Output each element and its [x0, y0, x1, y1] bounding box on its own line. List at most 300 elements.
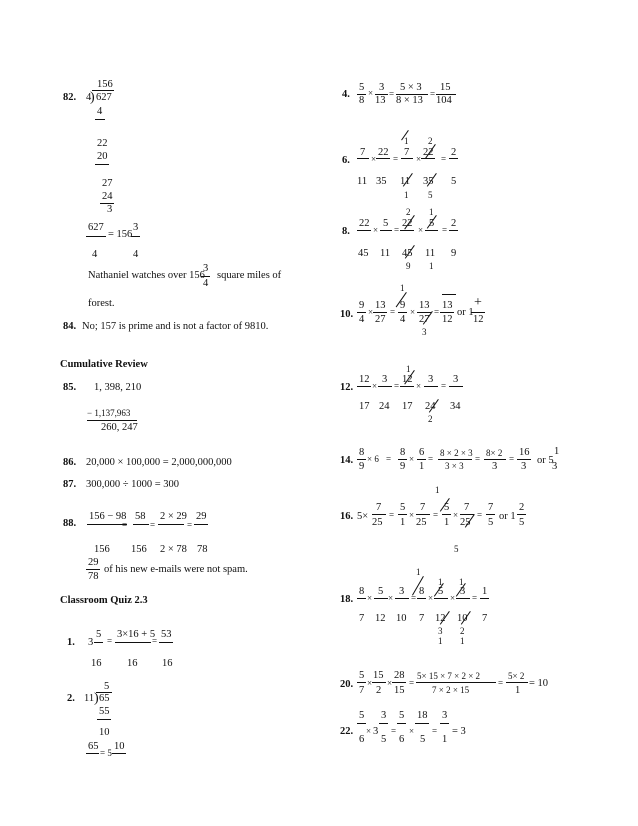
times-sign: × [409, 510, 415, 520]
numerator: 13 [419, 300, 430, 311]
fraction-bar [449, 386, 463, 387]
denominator: 1 [419, 461, 425, 472]
denominator: 9 [400, 461, 406, 472]
numerator: 9 [400, 300, 406, 311]
difference: 260, 247 [101, 422, 138, 433]
problem-number-20: 20. [340, 679, 354, 690]
times-sign: × [368, 88, 374, 98]
cancel-value: 1 [429, 207, 434, 217]
fraction-bar [159, 642, 173, 643]
equals-sign: = [434, 307, 440, 317]
denominator: 13 [375, 95, 386, 106]
cancel-value: 3 [422, 327, 427, 337]
fraction-bar [376, 158, 390, 159]
fraction-bar [373, 312, 387, 313]
remainder: 10 [99, 727, 110, 738]
fraction-bar [471, 312, 485, 313]
plus-sign: + [474, 295, 482, 310]
fraction-bar [421, 158, 435, 159]
whole-number: 3 [373, 726, 379, 737]
fraction-denominator: 16 [162, 658, 173, 669]
equals-sign: = [475, 454, 481, 464]
subtraction-step: 20 [97, 151, 108, 162]
numerator: 12 [402, 374, 413, 385]
times-sign: × [428, 593, 434, 603]
denominator: 104 [436, 95, 452, 106]
fraction-numerator: 53 [161, 629, 172, 640]
divisor: 11 [84, 693, 95, 704]
cancel-value: 5 [454, 544, 459, 554]
fraction-bar [86, 753, 99, 754]
denominator: 9 [451, 248, 457, 259]
result: = 10 [529, 678, 549, 689]
equals-sign: = [187, 520, 193, 530]
answer-text: No; 157 is prime and is not a factor of 9810. [82, 321, 269, 332]
times-sign: × [416, 154, 422, 164]
fraction-bar [133, 524, 149, 525]
cancel-value: 1 [406, 364, 411, 374]
mixed-number: = 5 [100, 748, 112, 758]
fraction-bar [415, 723, 429, 724]
denominator: 5 [420, 734, 426, 745]
denominator: 12 [442, 314, 453, 325]
section-heading: Classroom Quiz 2.3 [60, 595, 148, 606]
mixed-number: or 1 [499, 511, 516, 522]
subtraction-line [95, 119, 105, 120]
equals-sign: = [433, 510, 439, 520]
denominator: 24 [425, 401, 436, 412]
numerator: 18 [417, 710, 428, 721]
numerator: 7 [360, 147, 366, 158]
fraction-numerator: 3 [203, 263, 209, 274]
equals-sign: = [152, 636, 158, 646]
denominator: 5 [451, 176, 457, 187]
times-sign: × [450, 593, 456, 603]
times-sign: × [453, 510, 459, 520]
cancel-value: 2 [460, 626, 465, 636]
fraction-bar [416, 514, 430, 515]
fraction-bar [416, 682, 496, 683]
cancel-value: 1 [404, 136, 409, 146]
fraction-bar [392, 682, 406, 683]
numerator: 9 [359, 300, 365, 311]
problem-number-82: 82. [63, 92, 77, 103]
denominator: 8 × 13 [396, 95, 423, 106]
cancel-value: 5 [428, 190, 433, 200]
numerator: 1 [554, 446, 560, 457]
denominator: 4 [359, 314, 365, 325]
subtraction-step: 24 [102, 191, 113, 202]
fraction-denominator: 156 [131, 544, 147, 555]
problem-number-85: 85. [63, 382, 77, 393]
numerator: 5 [359, 82, 365, 93]
mixed-number: or 5 [537, 455, 554, 466]
numerator: 5 × 3 [400, 82, 422, 93]
subtrahend: − 1,137,963 [87, 408, 131, 418]
cancel-value: 2 [406, 207, 411, 217]
fraction-bar [440, 312, 454, 313]
problem-number-10: 10. [340, 309, 354, 320]
fraction-bar [398, 514, 407, 515]
cancel-value: 1 [429, 261, 434, 271]
fraction-bar [486, 514, 495, 515]
fraction-bar [400, 230, 414, 231]
fraction-bar [380, 230, 392, 231]
dividend: 627 [96, 92, 112, 103]
fraction-bar [357, 459, 366, 460]
answer-text: 20,000 × 100,000 = 2,000,000,000 [86, 457, 232, 468]
denominator: 1 [515, 685, 521, 696]
denominator: 11 [357, 176, 368, 187]
fraction-numerator: 65 [88, 741, 99, 752]
division-bracket: ) [94, 691, 99, 706]
fraction-denominator: 2 × 78 [160, 544, 187, 555]
denominator: 2 [376, 685, 382, 696]
cancel-value: 2 [428, 414, 433, 424]
subtraction-step: 27 [102, 178, 113, 189]
numerator: 3 [442, 710, 448, 721]
numerator: 7 [488, 502, 494, 513]
numerator: 3 [399, 586, 405, 597]
fraction-bar [398, 312, 407, 313]
numerator: 8 [359, 586, 365, 597]
problem-number-4: 4. [342, 89, 350, 100]
result: = 3 [452, 726, 466, 737]
equals-sign: = [386, 454, 392, 464]
cancel-value: 1 [416, 567, 421, 577]
fraction-bar [398, 459, 407, 460]
fraction-bar [357, 312, 366, 313]
equals-sign: = [150, 520, 156, 530]
problem-number-6: 6. [342, 155, 350, 166]
numerator: 5 [359, 710, 365, 721]
denominator: 11 [400, 176, 411, 187]
equals-sign: = [389, 89, 395, 99]
problem-number-8: 8. [342, 226, 350, 237]
denominator: 7 [359, 685, 365, 696]
fraction-bar [357, 386, 371, 387]
times-sign: × [416, 381, 422, 391]
equals-sign: = [390, 307, 396, 317]
cancel-value: 1 [438, 577, 443, 587]
numerator: 3 [381, 710, 387, 721]
fraction-numerator: 2 × 29 [160, 511, 187, 522]
fraction-bar [94, 642, 103, 643]
answer-text: 300,000 ÷ 1000 = 300 [86, 479, 180, 490]
fraction-bar [158, 524, 184, 525]
equals-sign: = [432, 726, 438, 736]
equals-sign: = [394, 225, 400, 235]
fraction-numerator: 10 [114, 741, 125, 752]
dividend: 65 [99, 693, 110, 704]
denominator: 35 [376, 176, 387, 187]
numerator: 15 [440, 82, 451, 93]
numerator: 5 [378, 586, 384, 597]
denominator: 7 [359, 613, 365, 624]
fraction-bar [115, 642, 151, 643]
denominator: 11 [380, 248, 391, 259]
cancel-value: 1 [400, 283, 405, 293]
equals-sign: = [409, 678, 415, 688]
divisor: 4 [86, 92, 92, 103]
equals-sign: = [428, 454, 434, 464]
fraction-denominator: 4 [203, 278, 209, 289]
denominator: 12 [473, 314, 484, 325]
denominator: 45 [358, 248, 369, 259]
fraction-bar [449, 158, 458, 159]
numerator: 8 [419, 586, 425, 597]
denominator: 24 [379, 401, 390, 412]
denominator: 10 [457, 613, 468, 624]
fraction-bar [379, 723, 388, 724]
fraction-bar [401, 158, 413, 159]
fraction-denominator: 78 [197, 544, 208, 555]
times-factor: × 6 [367, 454, 379, 464]
times-sign: × [368, 307, 374, 317]
denominator: 3 [492, 461, 498, 472]
times-sign: × [371, 154, 377, 164]
numerator: 22 [378, 147, 389, 158]
fraction-bar [357, 598, 366, 599]
cancel-value: 1 [435, 485, 440, 495]
fraction-bar [372, 682, 386, 683]
fraction-bar [87, 524, 127, 525]
numerator: 15 [373, 670, 384, 681]
denominator: 5 [381, 734, 387, 745]
numerator: 5 [383, 218, 389, 229]
problem-number-87: 87. [63, 479, 77, 490]
subtraction-step: 55 [99, 706, 110, 717]
answer-sentence: Nathaniel watches over 156 [88, 270, 205, 281]
fraction-numerator: 29 [88, 557, 99, 568]
fraction-denominator: 156 [94, 544, 110, 555]
times-sign: × [372, 381, 378, 391]
problem-number-14: 14. [340, 455, 354, 466]
fraction-bar [201, 276, 210, 277]
fraction-bar [417, 598, 426, 599]
fraction-bar [442, 514, 451, 515]
fraction-bar [357, 158, 369, 159]
denominator: 1 [442, 734, 448, 745]
numerator: 13 [375, 300, 386, 311]
denominator: 9 [359, 461, 365, 472]
fraction-bar [506, 682, 528, 683]
division-bar [92, 90, 114, 91]
fraction-bar [517, 514, 526, 515]
numerator: 22 [423, 147, 434, 158]
cancel-value: 1 [438, 636, 443, 646]
numerator: 8× 2 [486, 448, 503, 458]
denominator: 1 [444, 517, 450, 528]
numerator: 3 [379, 82, 385, 93]
numerator: 2 [519, 502, 525, 513]
numerator: 3 [453, 374, 459, 385]
right-column [320, 0, 638, 826]
quiz-number-2: 2. [67, 693, 75, 704]
denominator: 5 [488, 517, 494, 528]
fraction-bar [395, 598, 409, 599]
subtraction-step: 22 [97, 138, 108, 149]
subtraction-line [95, 164, 109, 165]
whole-factor: 5× [357, 511, 369, 522]
numerator: 7 [420, 502, 426, 513]
denominator: 7 [419, 613, 425, 624]
fraction-bar [194, 524, 208, 525]
denominator: 27 [375, 314, 386, 325]
subtraction-line [87, 420, 137, 421]
denominator: 6 [399, 734, 405, 745]
fraction-bar [425, 230, 438, 231]
denominator: 4 [400, 314, 406, 325]
subtraction-line [97, 719, 111, 720]
fraction-denominator: 16 [127, 658, 138, 669]
fraction-bar [112, 753, 126, 754]
numerator: 5 [400, 502, 406, 513]
equals-sign: = [107, 636, 113, 646]
fraction-bar [424, 386, 438, 387]
fraction-bar [397, 723, 406, 724]
fraction-numerator: 29 [196, 511, 207, 522]
denominator: 5 [519, 517, 525, 528]
times-sign: × [409, 726, 415, 736]
numerator: 12 [359, 374, 370, 385]
denominator: 3 × 3 [445, 461, 464, 471]
equals-sign: = [477, 510, 483, 520]
equals-sign: = [441, 154, 447, 164]
fraction-bar [449, 230, 458, 231]
times-sign: × [388, 593, 394, 603]
numerator: 28 [394, 670, 405, 681]
fraction-bar [372, 514, 386, 515]
fraction-bar [434, 598, 448, 599]
denominator: 11 [425, 248, 436, 259]
problem-number-88: 88. [63, 518, 77, 529]
times-sign: × [387, 678, 393, 688]
numerator: 3 [428, 374, 434, 385]
denominator: 8 [359, 95, 365, 106]
fraction-bar [517, 459, 531, 460]
equals-sign: = [394, 381, 400, 391]
fraction-bar [374, 598, 388, 599]
denominator: 12 [435, 613, 446, 624]
equals-sign: = [472, 593, 478, 603]
fraction-denominator: 78 [88, 571, 99, 582]
denominator: 17 [359, 401, 370, 412]
cancel-value: 1 [460, 636, 465, 646]
denominator: 25 [372, 517, 383, 528]
numerator: 3 [460, 586, 466, 597]
numerator: 5 [429, 218, 435, 229]
answer-sentence: of his new e-mails were not spam. [104, 564, 248, 575]
fraction-bar [86, 569, 100, 570]
fraction-denominator: 4 [92, 249, 98, 260]
mixed-number: or 1 [457, 307, 474, 318]
numerator: 6 [419, 447, 425, 458]
fraction-numerator: 156 − 98 [89, 511, 127, 522]
fraction-denominator: 4 [133, 249, 139, 260]
section-heading: Cumulative Review [60, 359, 148, 370]
numerator: 8 × 2 × 3 [440, 448, 473, 458]
cancel-value: 3 [438, 626, 443, 636]
numerator: 5 [444, 502, 450, 513]
denominator: 25 [460, 517, 471, 528]
times-sign: × [367, 593, 373, 603]
equals-sign: = [509, 454, 515, 464]
numerator: 7 [376, 502, 382, 513]
numerator: 16 [519, 447, 530, 458]
fraction-bar [456, 598, 470, 599]
times-sign: × [409, 454, 415, 464]
denominator: 7 [482, 613, 488, 624]
equals-sign: = [391, 726, 397, 736]
fraction-numerator: 5 [96, 629, 102, 640]
denominator: 1 [400, 517, 406, 528]
fraction-bar [417, 459, 426, 460]
quotient: 5 [104, 681, 110, 692]
answer-sentence: forest. [88, 298, 115, 309]
equals-sign: = [122, 520, 128, 530]
times-sign: × [410, 307, 416, 317]
division-bracket: ) [90, 90, 95, 105]
numerator: 5 [438, 586, 444, 597]
numerator: 22 [359, 218, 370, 229]
times-sign: × [418, 225, 424, 235]
denominator: 7 × 2 × 15 [432, 685, 470, 695]
denominator: 45 [402, 248, 413, 259]
fraction-numerator: 3×16 + 5 [117, 629, 156, 640]
fraction-bar [417, 312, 431, 313]
numerator: 13 [442, 300, 453, 311]
numerator: 5× 2 [508, 671, 525, 681]
quotient: 156 [97, 79, 113, 90]
fraction-bar [357, 230, 371, 231]
denominator: 10 [396, 613, 407, 624]
problem-number-22: 22. [340, 726, 354, 737]
mixed-number: = 156 [108, 229, 133, 240]
numerator: 22 [402, 218, 413, 229]
equals-sign: = [430, 89, 436, 99]
numerator: 5× 15 × 7 × 2 × 2 [417, 671, 481, 681]
denominator: 25 [416, 517, 427, 528]
fraction-bar [357, 723, 366, 724]
overline [442, 294, 456, 295]
denominator: 12 [375, 613, 386, 624]
times-sign: × [373, 225, 379, 235]
numerator: 2 [451, 218, 457, 229]
fraction-numerator: 3 [133, 222, 139, 233]
cancel-value: 2 [428, 136, 433, 146]
cancel-value: 9 [406, 261, 411, 271]
fraction-bar [484, 459, 506, 460]
numerator: 7 [464, 502, 470, 513]
fraction-numerator: 627 [88, 222, 104, 233]
subtraction-step: 4 [97, 106, 103, 117]
remainder: 3 [107, 204, 113, 215]
whole-number: 3 [88, 637, 94, 648]
denominator: 3 [552, 461, 558, 472]
numerator: 8 [359, 447, 365, 458]
fraction-numerator: 58 [135, 511, 146, 522]
fraction-bar [438, 459, 472, 460]
fraction-bar [400, 386, 414, 387]
fraction-bar [357, 682, 366, 683]
numerator: 1 [482, 586, 488, 597]
equals-sign: = [498, 678, 504, 688]
numerator: 3 [382, 374, 388, 385]
minuend: 1, 398, 210 [94, 382, 142, 393]
equals-sign: = [393, 154, 399, 164]
numerator: 5 [359, 670, 365, 681]
